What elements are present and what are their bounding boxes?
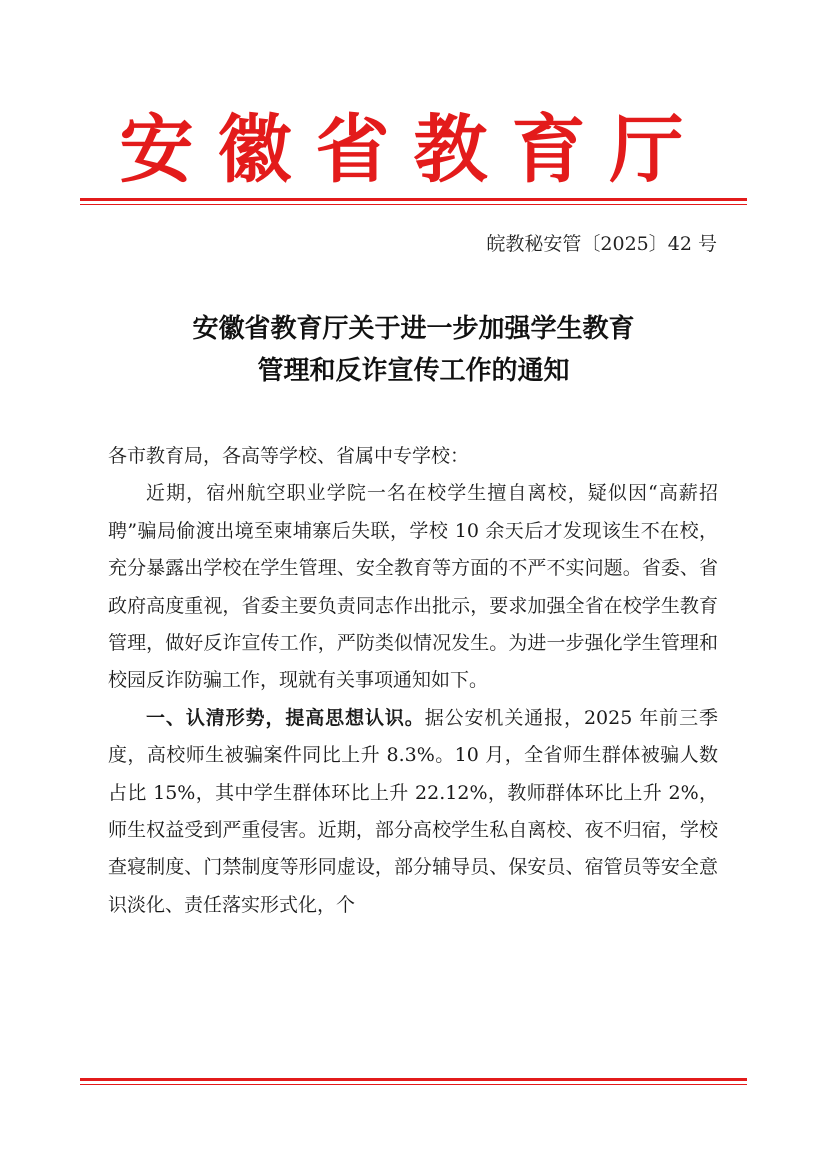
document-title-line-2: 管理和反诈宣传工作的通知 (257, 356, 570, 386)
paragraph-intro: 近期，宿州航空职业学院一名在校学生擅自离校，疑似因“高薪招聘”骗局偷渡出境至柬埔寨后失联，学校 10 余天后才发现该生不在校，充分暴露出学校在学生管理、安全教育等方面的不严不实问题。省委、省政府高度重视，省委主要负责同志作出批示，要求加强全省在校学生教育管理，做好反诈宣传工作，严防类似情况发生。为进一步强化学生管理和校园反诈防骗工作，现就有关事项通知如下。 (108, 482, 718, 692)
footer-rule-thin (80, 1084, 747, 1085)
paragraph-section-1 (108, 700, 718, 924)
footer-rule-thick (80, 1078, 747, 1081)
organization-header: 安徽省教育厅 (119, 107, 708, 193)
document-title-line-1: 安徽省教育厅关于进一步加强学生教育 (192, 314, 635, 344)
document-title (80, 308, 747, 392)
section-1-text: 据公安机关通报，2025 年前三季度，高校师生被骗案件同比上升 8.3%。10 月，全省师生群体被骗人数占比 15%，其中学生群体环比上升 22.12%，教师群体环比上升 2%，师生权益受到严重侵害。近期，部分高校学生私自离校、夜不归宿，学校查寝制度、门禁制度等形同虚设，部分辅导员、保安员、宿管员等安全意识淡化、责任落实形式化，个 (108, 706, 718, 916)
section-1-heading: 一、认清形势，提高思想认识。 (146, 706, 425, 729)
document-body (108, 438, 718, 924)
salutation: 各市教育局，各高等学校、省属中专学校： (108, 445, 470, 467)
header-rule-thick (80, 198, 747, 201)
document-number: 皖教秘安管〔2025〕42 号 (486, 233, 717, 255)
header-rule-thin (80, 204, 747, 205)
